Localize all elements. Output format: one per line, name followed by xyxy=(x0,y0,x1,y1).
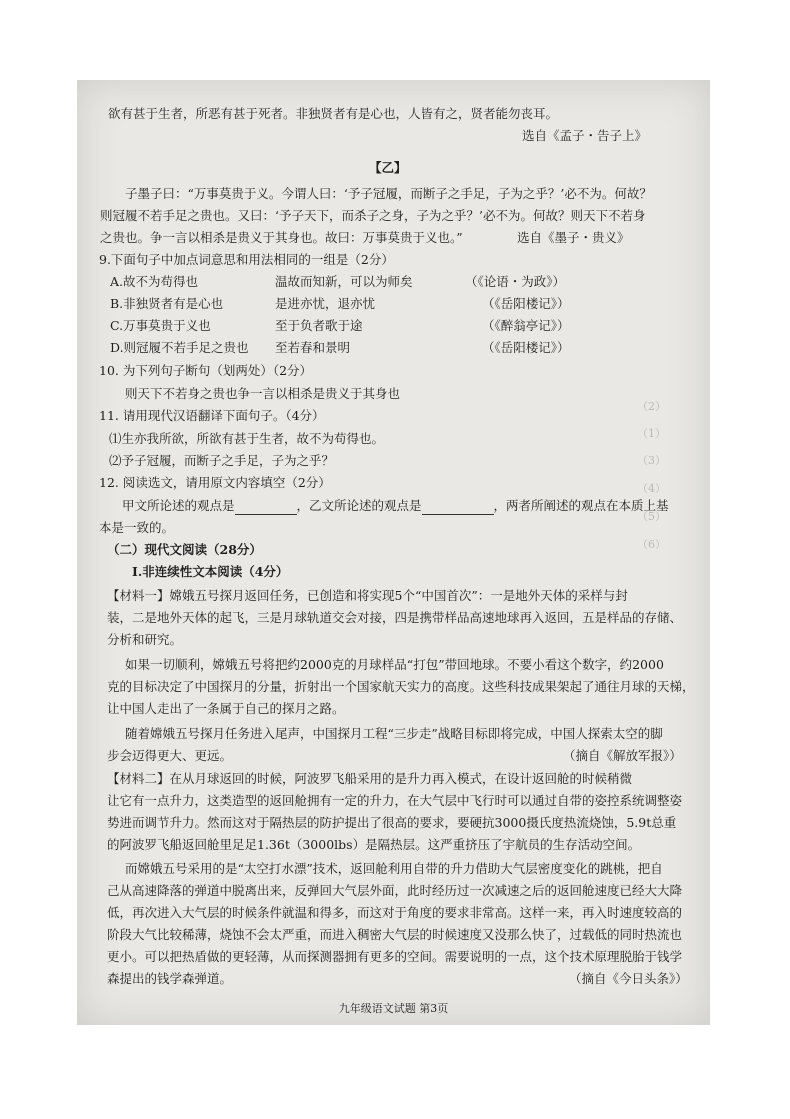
passage-b-line-2: 则冠履不若手足之贵也。又曰：‘予子天下，而杀子之身，子为之乎？’必不为。何故？则天下不若身 xyxy=(100,208,646,223)
q12-fill-line xyxy=(122,498,669,515)
material-2-para-2-line-4: 阶段大气比较稀薄，烧蚀不会太严重，而进入稠密大气层的时候速度又没那么快了，过载低的同时热流也 xyxy=(107,927,683,942)
material-1-para-3-line-1: 随着嫦娥五号探月任务进入尾声，中国探月工程“三步走”战略目标即将完成，中国人探索太空的脚 xyxy=(125,726,663,741)
passage-b-line-1: 子墨子曰：“万事莫贵于义。今谓人曰：‘予子冠履，而断子之手足，子为之乎？’必不为。何故？ xyxy=(125,186,652,201)
source-toutiao: （摘自《今日头条》） xyxy=(569,971,688,986)
q9-option-b-compare: 是进亦忧，退亦忧 xyxy=(275,296,376,311)
bleed-through-mark-5: （5） xyxy=(637,510,666,523)
source-mozi: 选自《墨子・贵义》 xyxy=(517,230,630,245)
material-1-line-1: 【材料一】嫦娥五号探月返回任务，已创造和将实现5个“中国首次”：一是地外天体的采样与封 xyxy=(107,588,628,603)
material-2-line-2: 让它有一点升力，这类造型的返回舱拥有一定的升力，在大气层中飞行时可以通过自带的姿控系统调整姿 xyxy=(107,793,683,808)
material-2-line-3: 势进而调节升力。然而这对于隔热层的防护提出了很高的要求，要硬抗3000摄氏度热流烧蚀，5.9t总重 xyxy=(107,815,677,830)
question-11: 11. 请用现代汉语翻译下面句子。（4分） xyxy=(99,408,325,423)
q12-fill-line-end: 本是一致的。 xyxy=(99,520,175,535)
q9-option-b-source: （《岳阳楼记》） xyxy=(482,296,570,311)
question-12: 12. 阅读选文，请用原文内容填空（2分） xyxy=(99,475,331,490)
passage-b-heading: 【乙】 xyxy=(369,160,407,175)
material-2-line-1: 【材料二】在从月球返回的时候，阿波罗飞船采用的是升力再入模式，在设计返回舱的时候稍微 xyxy=(107,771,633,786)
material-1-para-3-line-2: 步会迈得更大、更远。 xyxy=(107,748,233,763)
q12-part-3: ，两者所阐述的观点在本质上基 xyxy=(493,498,669,513)
section-2-sub-heading: Ⅰ.非连续性文本阅读（4分） xyxy=(132,564,289,579)
question-9: 9.下面句子中加点词意思和用法相同的一组是（2分） xyxy=(99,252,394,267)
material-1-para-2-line-2: 克的目标决定了中国探月的分量，折射出一个国家航天实力的高度。这些科技成果架起了通往月球的天梯， xyxy=(107,679,695,694)
q9-option-a: A.故不为苟得也 xyxy=(110,274,199,289)
q11-sentence-2: ⑵予子冠履，而断子之手足，子为之乎？ xyxy=(109,453,335,468)
q10-sentence: 则天下不若身之贵也争一言以相杀是贵义于其身也 xyxy=(125,386,401,401)
passage-a-last-line: 欲有甚于生者，所恶有甚于死者。非独贤者有是心也，人皆有之，贤者能勿丧耳。 xyxy=(108,106,559,121)
q9-option-a-compare: 温故而知新，可以为师矣 xyxy=(275,274,413,289)
bleed-through-mark-4: （4） xyxy=(637,482,666,495)
q12-part-1: 甲文所论述的观点是 xyxy=(122,498,235,513)
source-mencius: 选自《孟子・告子上》 xyxy=(522,128,648,143)
material-1-line-3: 分析和研究。 xyxy=(107,632,183,647)
passage-b-line-3: 之贵也。争一言以相杀是贵义于其身也。故曰：万事莫贵于义也。” xyxy=(100,230,463,245)
material-2-para-2-line-6: 森提出的钱学森弹道。 xyxy=(107,971,233,986)
q12-blank-2[interactable] xyxy=(422,498,494,515)
material-2-para-2-line-5: 更小。可以把热盾做的更轻薄，从而探测器拥有更多的空间。需要说明的一点，这个技术原理脱胎于钱学 xyxy=(107,949,683,964)
q9-option-d: D.则冠履不若手足之贵也 xyxy=(110,340,249,355)
bleed-through-mark-1: （1） xyxy=(637,427,666,440)
material-1-para-2-line-1: 如果一切顺利，嫦娥五号将把约2000克的月球样品“打包”带回地球。不要小看这个数字，约2000 xyxy=(125,657,664,672)
page-footer: 九年级语文试题 第3页 xyxy=(338,1002,449,1015)
bleed-through-mark-6: （6） xyxy=(637,538,666,551)
q9-option-b: B.非独贤者有是心也 xyxy=(110,296,224,311)
exam-page xyxy=(77,80,710,1025)
q9-option-d-source: （《岳阳楼记》） xyxy=(482,340,570,355)
q9-option-c-source: （《醉翁亭记》） xyxy=(482,318,570,333)
q9-option-c: C.万事莫贵于义也 xyxy=(110,318,211,333)
material-2-line-4: 的阿波罗飞船返回舱里足足1.36t（3000lbs）是隔热层。这严重挤压了宇航员的生存活动空间。 xyxy=(107,837,641,852)
material-2-para-2-line-3: 低，再次进入大气层的时候条件就温和得多，而这对于角度的要求非常高。这样一来，再入时速度较高的 xyxy=(107,905,683,920)
q12-blank-1[interactable] xyxy=(235,498,297,515)
material-1-line-2: 装，二是地外天体的起飞，三是月球轨道交会对接，四是携带样品高速地球再入返回，五是样品的存储、 xyxy=(107,610,683,625)
source-pla-daily: （摘自《解放军报》） xyxy=(563,748,682,763)
material-2-para-2-line-2: 己从高速降落的弹道中脱离出来，反弹回大气层外面，此时经历过一次减速之后的返回舱速度已经大大降 xyxy=(107,883,683,898)
section-2-heading: （二）现代文阅读（28分） xyxy=(107,542,262,557)
q9-option-a-source: （《论语・为政》） xyxy=(465,274,566,289)
q9-option-d-compare: 至若春和景明 xyxy=(275,340,351,355)
q9-option-c-compare: 至于负者歌于途 xyxy=(275,318,363,333)
bleed-through-mark-3: （3） xyxy=(637,454,666,467)
q12-part-2: ，乙文所论述的观点是 xyxy=(296,498,422,513)
bleed-through-mark-2: （2） xyxy=(637,400,666,413)
q11-sentence-1: ⑴生亦我所欲，所欲有甚于生者，故不为苟得也。 xyxy=(109,431,385,446)
material-2-para-2-line-1: 而嫦娥五号采用的是“太空打水漂”技术，返回舱利用自带的升力借助大气层密度变化的跳桃，把自 xyxy=(125,861,663,876)
question-10: 10. 为下列句子断句（划两处）（2分） xyxy=(99,363,313,378)
material-1-para-2-line-3: 让中国人走出了一条属于自己的探月之路。 xyxy=(107,701,345,716)
